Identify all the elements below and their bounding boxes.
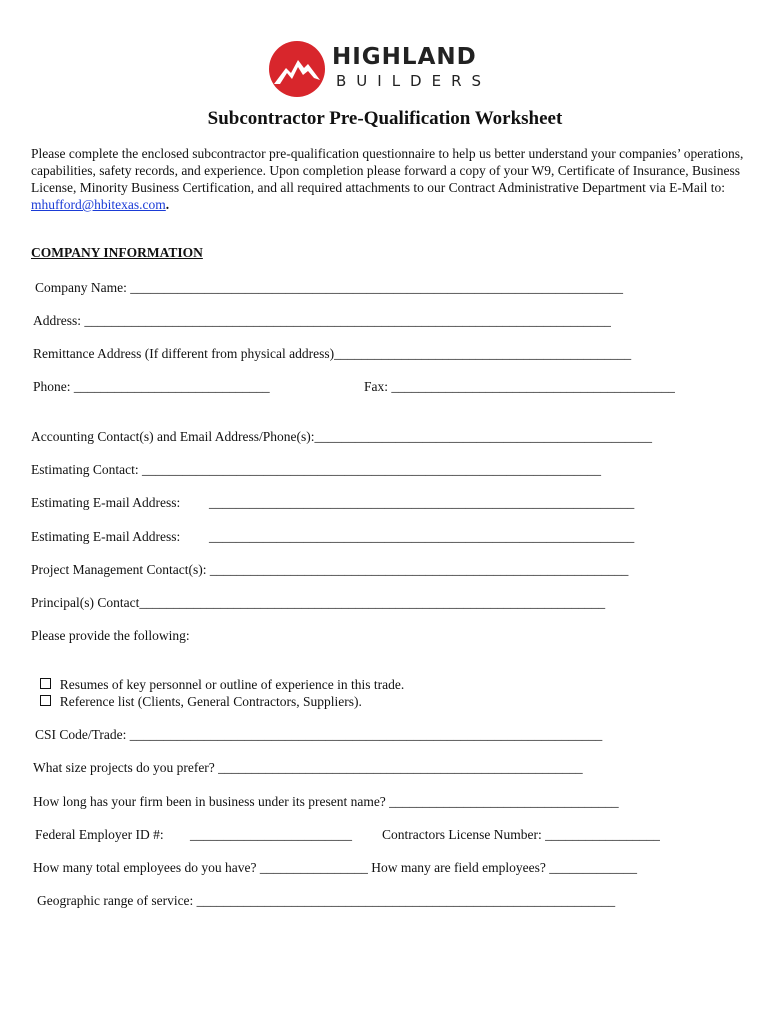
address-field[interactable]: Address: ______________________________________________________________________________ bbox=[33, 313, 611, 328]
section-heading-company-information: COMPANY INFORMATION bbox=[31, 245, 203, 260]
estimating-contact-field[interactable]: Estimating Contact: ____________________________________________________________________ bbox=[31, 462, 601, 477]
principal-contact-field[interactable]: Principal(s) Contact_____________________________________________________________________ bbox=[31, 595, 606, 610]
years-in-business-field[interactable]: How long has your firm been in business under its present name? __________________________________ bbox=[33, 794, 619, 809]
accounting-contact-field[interactable]: Accounting Contact(s) and Email Address/Phone(s):__________________________________________________ bbox=[31, 429, 652, 444]
estimating-email-2-label: Estimating E-mail Address: bbox=[31, 529, 181, 544]
project-management-contact-field[interactable]: Project Management Contact(s): ______________________________________________________________ bbox=[31, 562, 629, 577]
intro-text: Please complete the enclosed subcontractor pre-qualification questionnaire to help us better understand your companies’ operations, capabilities, safety records, and experience. Upon completion please forward a copy of your W9, Certificate of Insurance, Business License, Minority Business Certification, and all required attachments to our Contract Administrative Department via E-Mail to: bbox=[31, 146, 744, 195]
email-link[interactable]: mhufford@hbitexas.com bbox=[31, 197, 166, 212]
checklist-item-label: Resumes of key personnel or outline of experience in this trade. bbox=[59, 677, 405, 692]
federal-id-field[interactable]: ________________________ bbox=[190, 827, 352, 842]
csi-code-field[interactable]: CSI Code/Trade: ______________________________________________________________________ bbox=[35, 727, 603, 742]
company-logo bbox=[268, 40, 508, 98]
contractors-license-field[interactable]: Contractors License Number: _________________ bbox=[382, 827, 660, 842]
phone-field[interactable]: Phone: _____________________________ bbox=[33, 379, 270, 394]
estimating-email-label: Estimating E-mail Address: bbox=[31, 495, 181, 510]
provide-following-text: Please provide the following: bbox=[31, 628, 190, 643]
page-title: Subcontractor Pre-Qualification Worksheet bbox=[207, 108, 563, 129]
logo-name: HIGHLAND bbox=[332, 44, 477, 70]
project-size-field[interactable]: What size projects do you prefer? ______________________________________________________ bbox=[33, 760, 583, 775]
mountain-logo-icon bbox=[268, 40, 326, 98]
estimating-email-field[interactable]: _______________________________________________________________ bbox=[209, 495, 635, 510]
checkbox-icon[interactable] bbox=[40, 695, 51, 706]
checklist-item-label: Reference list (Clients, General Contractors, Suppliers). bbox=[59, 694, 362, 709]
remittance-address-field[interactable]: Remittance Address (If different from physical address)____________________________________________ bbox=[33, 346, 632, 361]
intro-paragraph bbox=[31, 145, 751, 213]
federal-id-label: Federal Employer ID #: bbox=[35, 827, 164, 842]
employees-field[interactable]: How many total employees do you have? ________________ How many are field employees? _____________ bbox=[33, 860, 637, 875]
logo-subname: BUILDERS bbox=[336, 72, 492, 90]
geographic-range-field[interactable]: Geographic range of service: ______________________________________________________________ bbox=[37, 893, 616, 908]
intro-end: . bbox=[165, 197, 170, 212]
checklist-item-reference-list[interactable] bbox=[33, 678, 362, 710]
company-name-field[interactable]: Company Name: _________________________________________________________________________ bbox=[35, 280, 623, 295]
estimating-email-2-field[interactable]: _______________________________________________________________ bbox=[209, 529, 635, 544]
fax-field[interactable]: Fax: __________________________________________ bbox=[364, 379, 675, 394]
